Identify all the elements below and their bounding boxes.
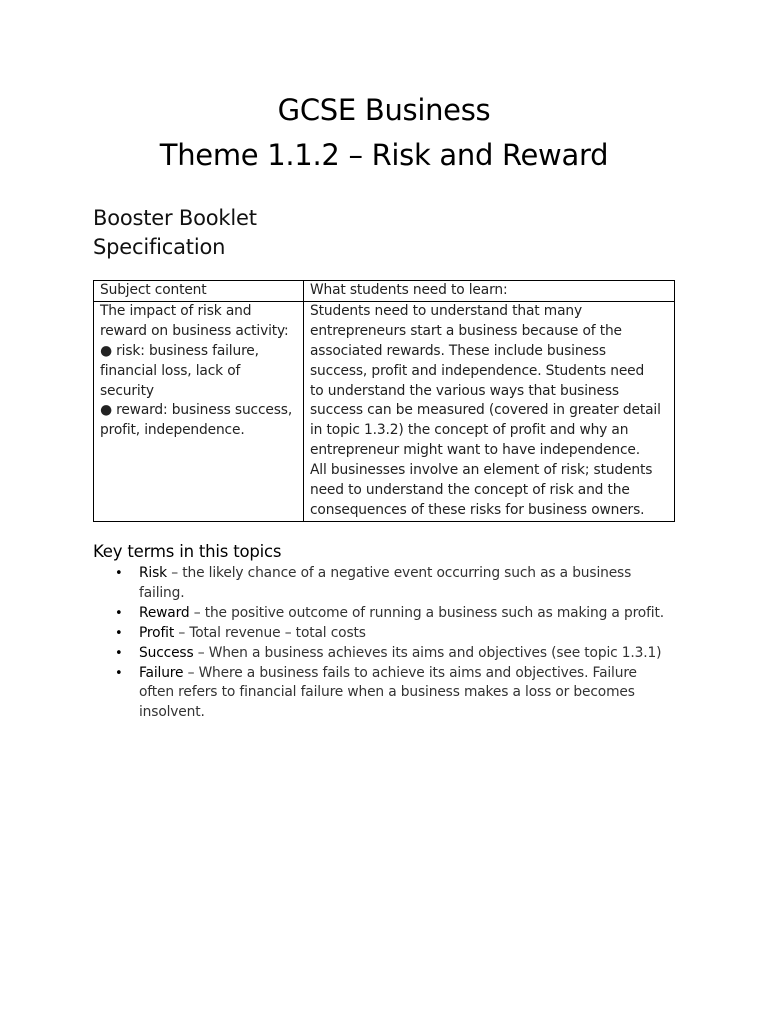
key-term-success	[115, 644, 699, 664]
key-term-profit	[115, 624, 699, 644]
learning-requirements-cell	[304, 301, 675, 521]
bullet-icon: •	[115, 625, 123, 641]
learning-line: entrepreneurs start a business because of the	[310, 322, 622, 339]
key-term-risk	[115, 564, 699, 604]
bullet-icon: •	[115, 665, 123, 681]
subject-content-line: ● reward: business success,	[100, 402, 293, 419]
term-definition: – When a business achieves its aims and objectives (see topic 1.3.1)	[193, 644, 662, 661]
learning-line: All businesses involve an element of risk; students	[310, 462, 653, 479]
term-label: Risk	[139, 565, 167, 581]
term-label: Success	[139, 644, 194, 661]
learning-line: consequences of these risks for business owners.	[310, 501, 645, 518]
term-definition: – Where a business fails to achieve its aims and objectives. Failure	[183, 664, 637, 681]
subject-content-line: profit, independence.	[100, 422, 245, 439]
learning-line: success, profit and independence. Students need	[310, 362, 645, 379]
bullet-icon: •	[115, 566, 123, 581]
key-term-failure	[115, 664, 699, 724]
learning-line: Students need to understand that many	[310, 302, 582, 319]
term-label: Profit	[139, 624, 175, 641]
term-definition: – Total revenue – total costs	[174, 624, 366, 641]
subject-content-line: financial loss, lack of	[100, 362, 241, 379]
document-theme-title: Theme 1.1.2 – Risk and Reward	[159, 138, 609, 172]
learning-line: entrepreneur might want to have independence.	[310, 442, 640, 459]
table-row	[94, 301, 675, 521]
subject-content-line: security	[100, 382, 154, 399]
subject-content-cell	[94, 301, 304, 521]
key-terms-heading: Key terms in this topics	[93, 542, 282, 561]
term-definition: – the positive outcome of running a business such as making a profit.	[189, 604, 664, 621]
term-definition: – the likely chance of a negative event occurring such as a business	[167, 565, 632, 581]
table-header-subject-content: Subject content	[94, 281, 304, 302]
subject-content-line: The impact of risk and	[100, 302, 252, 319]
learning-line: success can be measured (covered in greater detail	[310, 402, 661, 419]
table-header-what-to-learn: What students need to learn:	[304, 281, 675, 302]
term-label: Failure	[139, 664, 184, 681]
subject-content-line: reward on business activity:	[100, 322, 289, 339]
learning-line: need to understand the concept of risk and the	[310, 482, 630, 499]
term-label: Reward	[139, 604, 190, 621]
booklet-heading: Booster Booklet	[93, 206, 257, 230]
term-definition-continued: failing.	[139, 584, 185, 601]
table-header-row	[94, 281, 675, 302]
specification-table	[93, 280, 675, 522]
learning-line: associated rewards. These include business	[310, 342, 606, 359]
key-terms-list	[115, 564, 699, 723]
subject-content-line: ● risk: business failure,	[100, 342, 259, 359]
bullet-icon: •	[115, 645, 123, 661]
bullet-icon: •	[115, 605, 123, 621]
learning-line: in topic 1.3.2) the concept of profit and why an	[310, 422, 629, 439]
document-title: GCSE Business	[277, 93, 491, 127]
key-term-reward	[115, 604, 699, 624]
term-definition-continued: often refers to financial failure when a business makes a loss or becomes	[139, 684, 635, 701]
specification-heading: Specification	[93, 235, 226, 259]
learning-line: to understand the various ways that business	[310, 382, 619, 399]
term-definition-continued: insolvent.	[139, 704, 205, 721]
